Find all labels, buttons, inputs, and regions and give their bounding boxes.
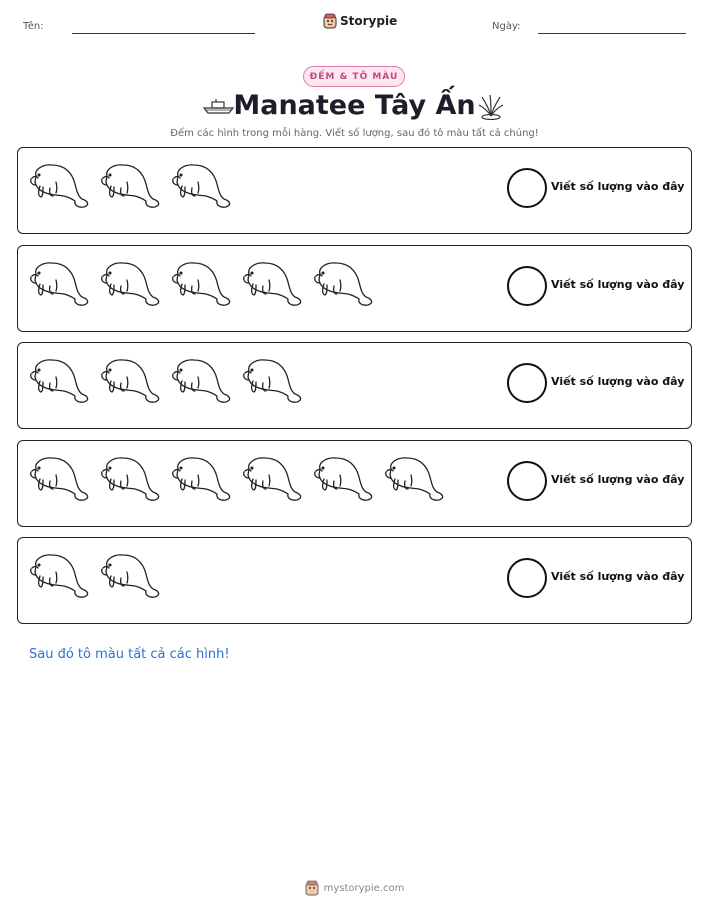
seagrass-icon bbox=[477, 92, 505, 120]
coloring-note: Sau đó tô màu tất cả các hình! bbox=[29, 647, 230, 662]
manatee-icon[interactable] bbox=[170, 455, 232, 501]
name-line[interactable] bbox=[72, 33, 255, 34]
manatee-icon[interactable] bbox=[312, 455, 374, 501]
manatee-icon[interactable] bbox=[241, 260, 303, 306]
manatee-icon[interactable] bbox=[241, 357, 303, 403]
answer-label: Viết số lượng vào đây bbox=[551, 180, 685, 193]
manatee-icon[interactable] bbox=[99, 162, 161, 208]
footer-url[interactable]: mystorypie.com bbox=[323, 882, 405, 894]
answer-circle[interactable] bbox=[507, 363, 547, 403]
manatee-icon[interactable] bbox=[99, 260, 161, 306]
manatee-icon[interactable] bbox=[28, 552, 90, 598]
manatee-icon[interactable] bbox=[383, 455, 445, 501]
manatee-icon[interactable] bbox=[99, 455, 161, 501]
manatee-icon[interactable] bbox=[170, 162, 232, 208]
answer-circle[interactable] bbox=[507, 266, 547, 306]
date-label: Ngày: bbox=[492, 21, 521, 32]
storypie-mascot-icon bbox=[305, 880, 319, 896]
answer-label: Viết số lượng vào đây bbox=[551, 570, 685, 583]
manatee-icon[interactable] bbox=[99, 357, 161, 403]
manatee-group bbox=[28, 552, 161, 598]
count-row-2 bbox=[17, 245, 692, 332]
manatee-group bbox=[28, 162, 232, 208]
name-label: Tên: bbox=[23, 21, 44, 32]
manatee-group bbox=[28, 260, 374, 306]
manatee-icon[interactable] bbox=[241, 455, 303, 501]
answer-circle[interactable] bbox=[507, 168, 547, 208]
manatee-icon[interactable] bbox=[170, 260, 232, 306]
manatee-group bbox=[28, 357, 303, 403]
manatee-icon[interactable] bbox=[28, 260, 90, 306]
answer-label: Viết số lượng vào đây bbox=[551, 375, 685, 388]
boat-icon bbox=[202, 97, 235, 115]
brand-name: Storypie bbox=[340, 14, 398, 28]
site-footer bbox=[0, 880, 709, 896]
page-title: Manatee Tây Ấn bbox=[233, 90, 476, 121]
manatee-group bbox=[28, 455, 445, 501]
count-row-5 bbox=[17, 537, 692, 624]
answer-circle[interactable] bbox=[507, 558, 547, 598]
count-row-1 bbox=[17, 147, 692, 234]
count-row-4 bbox=[17, 440, 692, 527]
manatee-icon[interactable] bbox=[28, 357, 90, 403]
answer-label: Viết số lượng vào đây bbox=[551, 473, 685, 486]
date-line[interactable] bbox=[538, 33, 686, 34]
answer-label: Viết số lượng vào đây bbox=[551, 278, 685, 291]
answer-circle[interactable] bbox=[507, 461, 547, 501]
manatee-icon[interactable] bbox=[99, 552, 161, 598]
manatee-icon[interactable] bbox=[170, 357, 232, 403]
activity-badge: ĐẾM & TÔ MÀU bbox=[303, 66, 405, 87]
brand-logo bbox=[323, 13, 397, 29]
manatee-icon[interactable] bbox=[312, 260, 374, 306]
storypie-mascot-icon bbox=[323, 13, 337, 29]
count-row-3 bbox=[17, 342, 692, 429]
instructions: Đếm các hình trong mỗi hàng. Viết số lượng, sau đó tô màu tất cả chúng! bbox=[170, 128, 539, 139]
manatee-icon[interactable] bbox=[28, 162, 90, 208]
manatee-icon[interactable] bbox=[28, 455, 90, 501]
